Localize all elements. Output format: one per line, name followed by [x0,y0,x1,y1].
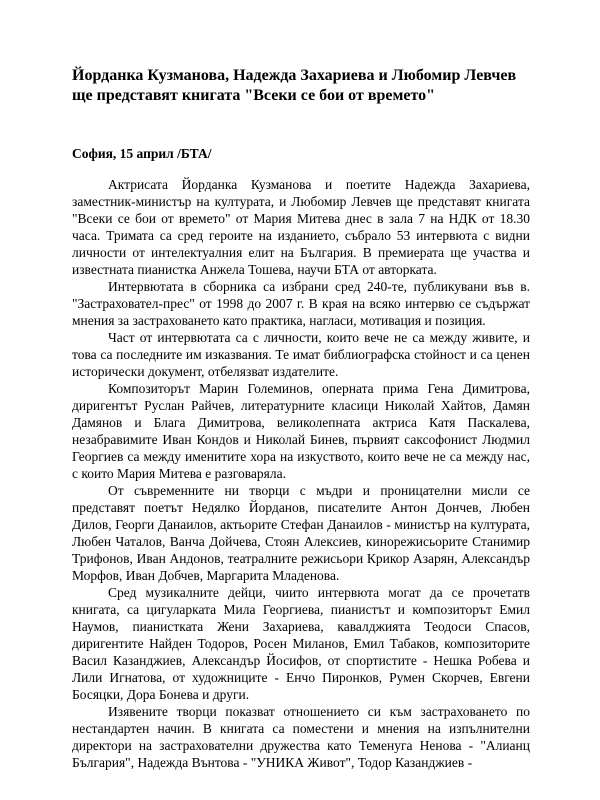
document-page [72,66,530,771]
article-title: Йорданка Кузманова, Надежда Захариева и Любомир Левчев ще представят книгата "Всеки се бои от времето" [72,67,517,104]
paragraph: Сред музикалните дейци, чиито интервюта могат да се прочетатв книгата, са цигуларката Мила Георгиева, пианистът и композиторът Емил Наумов, пианистката Жени Захариева, кавалджията Теодоси Спасов, диригентите Найден Тодоров, Росен Миланов, Емил Табаков, композиторите Васил Казанджиев, Александър Йосифов, от спортистите - Нешка Робева и Лили Игнатова, от художниците - Енчо Пиронков, Румен Скорчев, Евгени Босяцки, Дора Бонева и други. [72,585,530,702]
article-dateline: София, 15 април /БТА/ [72,146,212,161]
paragraph: Интервютата в сборника са избрани сред 240-те, публикувани във в. "Застраховател-прес" от 1998 до 2007 г. В края на всяко интервю се съдържат мнения за застраховането като практика, нагласи, мотивация и позиция. [72,279,530,328]
paragraph: От съвременните ни творци с мъдри и проницателни мисли се представят поетът Недялко Йорданов, писателите Антон Дончев, Любен Дилов, Георги Данаилов, актьорите Стефан Данаилов - министър на културата, Любен Чаталов, Ванча Дойчева, Стоян Алексиев, кинорежисьорите Станимир Трифонов, Иван Андонов, театралните режисьори Крикор Азарян, Александър Морфов, Иван Добчев, Маргарита Младенова. [72,483,530,583]
paragraph: Актрисата Йорданка Кузманова и поетите Надежда Захариева, заместник-министър на културата, и Любомир Левчев ще представят книгата "Всеки се бои от времето" от Мария Митева днес в зала 7 на НДК от 18.30 часа. Тримата са сред героите на изданието, събрало 53 интервюта с видни личности от интелектуалния елит на България. В премиерата ще участва и известната пианистка Анжела Тошева, научи БТА от авторката. [72,177,530,277]
paragraph: Част от интервютата са с личности, които вече не са между живите, и това са последните им изказвания. Те имат библиографска стойност и са ценен исторически документ, отбелязват издателите. [72,330,530,379]
article-body [72,176,530,771]
paragraph: Изявените творци показват отношението си към застраховането по нестандартен начин. В книгата са поместени и мнения на изпълнителни директори на застрахователни дружества като Теменуга Ненова - "Алианц България", Надежда Вънтова - "УНИКА Живот", Тодор Казанджиев - [72,704,530,770]
paragraph: Композиторът Марин Големинов, оперната прима Гена Димитрова, диригентът Руслан Райчев, литературните класици Николай Хайтов, Дамян Дамянов и Блага Димитрова, великолепната актриса Катя Паскалева, незабравимите Иван Кондов и Николай Бинев, първият саксофонист Людмил Георгиев са между именитите хора на изкуството, които вече не са между нас, с които Мария Митева е разговаряла. [72,381,530,481]
